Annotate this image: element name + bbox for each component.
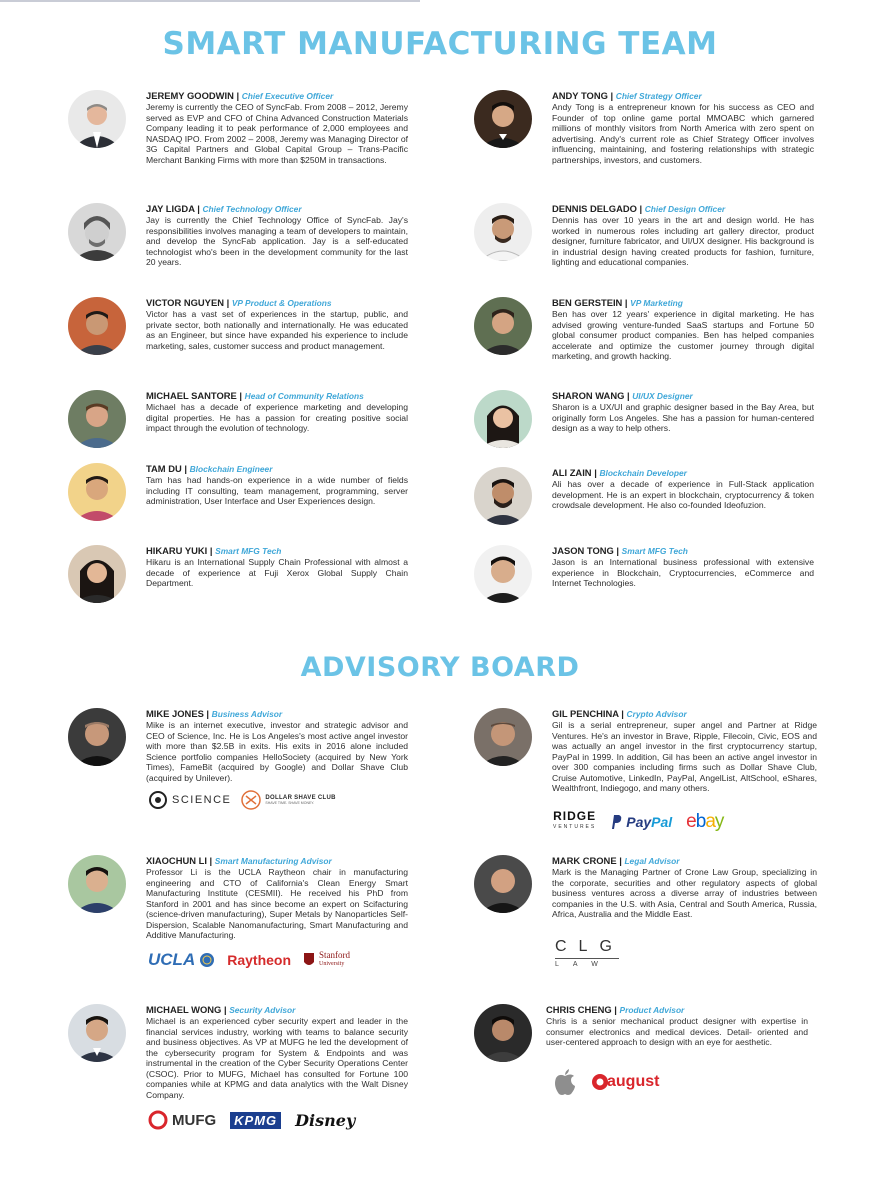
advisor-logos-chris-cheng <box>553 1068 659 1096</box>
member-role: Chief Executive Officer <box>241 91 334 101</box>
member-bio: Hikaru is an International Supply Chain Professional with almost a decade of experience at Fuji Xerox Global Supply Chain Department. <box>146 557 408 588</box>
apple-logo-icon <box>553 1068 577 1096</box>
member-name: TAM DU <box>146 463 182 474</box>
advisor-name: MARK CRONE <box>552 855 617 866</box>
clg-law-logo: CLG LAW <box>555 938 624 968</box>
member-role: Chief Strategy Officer <box>615 91 702 101</box>
member-role: Chief Technology Officer <box>202 204 302 214</box>
member-name: SHARON WANG <box>552 390 625 401</box>
mufg-logo: MUFG <box>148 1110 216 1130</box>
member-name: BEN GERSTEIN <box>552 297 623 308</box>
member-role: Blockchain Developer <box>599 468 687 478</box>
top-divider <box>0 0 420 2</box>
disney-logo: Disney <box>295 1110 356 1130</box>
member-name: ANDY TONG <box>552 90 608 101</box>
member-role: Smart MFG Tech <box>215 546 282 556</box>
member-bio: Jay is currently the Chief Technology Office of SyncFab. Jay's responsibilities involves managing a team of developers to maintain, and develop the SyncFab application. Jay is a self-educated technologist who's been in the development community for the last 20 years. <box>146 215 408 267</box>
member-bio: Ali has over a decade of experience in Full-Stack application development. He is an expert in blockchain, cryptocurrency & token crowdsale development. He also co-founded Ideofuzion. <box>552 479 814 510</box>
paypal-p-icon <box>610 814 622 830</box>
member-bio: Michael has a decade of experience marketing and developing digital properties. He has a passion for creating positive social impact through the evolution of technology. <box>146 402 408 433</box>
avatar <box>474 1004 532 1062</box>
member-role: Blockchain Engineer <box>189 464 273 474</box>
dollar-shave-club-icon <box>241 790 261 810</box>
member-name: VICTOR NGUYEN <box>146 297 224 308</box>
avatar <box>68 708 126 766</box>
advisor-name: MICHAEL WONG <box>146 1004 222 1015</box>
member-name: HIKARU YUKI <box>146 545 208 556</box>
avatar <box>68 90 126 148</box>
advisor-bio: Mark is the Managing Partner of Crone Law Group, specializing in the corporate, securities and other regulatory aspects of global business ventures across a diverse array of industries between companies in the U.S. with Asia, Central and South America, Russia, Africa, Australia and the Middle East. <box>552 867 817 919</box>
advisor-logos-xiaochun-li <box>148 950 350 970</box>
paypal-logo: PayPal <box>610 814 672 830</box>
avatar <box>68 855 126 913</box>
advisor-name: MIKE JONES <box>146 708 204 719</box>
member-bio: Jason is an International business professional with extensive experience in Blockchain, Cryptocurrencies, eCommerce and Internet Technologies. <box>552 557 814 588</box>
avatar <box>474 90 532 148</box>
member-role: Head of Community Relations <box>244 391 364 401</box>
member-name: DENNIS DELGADO <box>552 203 637 214</box>
advisor-role: Crypto Advisor <box>626 709 687 719</box>
mufg-circle-icon <box>148 1110 168 1130</box>
advisor-role: Smart Manufacturing Advisor <box>214 856 332 866</box>
advisor-logos-michael-wong <box>148 1110 355 1130</box>
member-bio: Dennis has over 10 years in the art and design world. He has worked in numerous roles including art gallery director, product designer, furniture fabricator, and UI/UX designer. His background is in industrial design having created products for fashion, furniture, lighting and educational companies. <box>552 215 814 267</box>
avatar <box>68 390 126 448</box>
member-name: JEREMY GOODWIN <box>146 90 234 101</box>
member-bio: Andy Tong is a entrepreneur known for his success as CEO and Founder of top online game portal MMOABC which garnered millions of monthly visitors from North America with zero spent on advertising. Andy's current role as Chief Strategy Officer involves influencing, maintaining, and fostering relationships with strategic partnerships, investors, and customers. <box>552 102 814 165</box>
member-bio: Sharon is a UX/UI and graphic designer based in the Bay Area, but originally form Los Angeles. She has a passion for human-centered design as a way to help others. <box>552 402 814 433</box>
ebay-logo: e b a y <box>686 811 724 832</box>
advisor-name: XIAOCHUN LI <box>146 855 207 866</box>
member-role: VP Product & Operations <box>231 298 332 308</box>
avatar <box>474 855 532 913</box>
member-bio: Tam has had hands-on experience in a wide number of fields including IT consulting, team management, programming, server administration, User Interface and User Experiences design. <box>146 475 408 506</box>
advisor-bio: Mike is an internet executive, investor and strategic advisor and CEO of Science, Inc. He is Los Angeles's most active angel investor with more than $2.5B in exits. His exits in 2016 alone included Science portfolio companies HelloSociety (acquired by New York Times), FameBit (acquired by Google) and Dollar Shave Club (acquired by Unilever). <box>146 720 408 783</box>
advisor-bio: Chris is a senior mechanical product designer with expertise in consumer electronics and medical devices. Detail- oriented and user-centered approach to design with an eye for aesthetic. <box>546 1016 808 1047</box>
advisor-role: Legal Advisor <box>624 856 680 866</box>
member-bio: Jeremy is currently the CEO of SyncFab. From 2008 – 2012, Jeremy served as EVP and CFO of China Advanced Construction Materials Company leading it to peak performance of 2,000 employees and NASDAQ IPO. From 2002 – 2008, Jeremy was Managing Director of 3G Capital Partners and Global Capital Group – Trans-Pacific Merchant Banking Firms with more than $250M in transactions. <box>146 102 408 165</box>
advisor-role: Business Advisor <box>211 709 283 719</box>
avatar <box>474 297 532 355</box>
member-name: ALI ZAIN <box>552 467 592 478</box>
advisor-bio: Gil is a serial entrepreneur, super angel and Partner at Ridge Ventures. He's an investor in Brave, Ripple, Filecoin, Civic, EOS and was actually an angel investor in the first cryptocurrency startup, PayPal in 1999. In addition, Gil has been an active angel investor in over 300 companies including firms such as Dollar Shave Club, Cruise Automotive, LinkedIn, PayPal, AngelList, AltSchool, eShares, Wealthfront, Indiegogo, and many others. <box>552 720 817 793</box>
member-bio: Ben has over 12 years' experience in digital marketing. He has advised growing venture-funded SaaS startups and Fortune 50 global consumer product companies. Ben has helped companies accelerate and optimize the customer journey through digital marketing, and growth hacking. <box>552 309 814 361</box>
avatar <box>68 1004 126 1062</box>
advisor-logos-mark-crone <box>555 938 624 968</box>
avatar <box>68 463 126 521</box>
avatar <box>474 203 532 261</box>
stanford-logo: Stanford University <box>303 951 350 969</box>
ridge-ventures-logo: RIDGE VENTURES <box>553 809 597 830</box>
dollar-shave-club-logo: DOLLAR SHAVE CLUB SHAVE TIME. SHAVE MONEY. <box>241 790 335 810</box>
member-name: JASON TONG <box>552 545 614 556</box>
member-role: Smart MFG Tech <box>621 546 688 556</box>
team-section-title: SMART MANUFACTURING TEAM <box>162 26 718 62</box>
advisor-bio: Professor Li is the UCLA Raytheon chair in manufacturing engineering and CTO of California's Clean Energy Smart Manufacturing Institute (CESMII). He received his PhD from Stanford in 2001 and has since become an expert on Scifacturing (science-driven manufacturing), Super Metals by Nanoparticles Self-Dispersion, Scalable Nanomanufacturing, Smart Manufacturing and Additive Manufacturing. <box>146 867 408 940</box>
avatar <box>68 203 126 261</box>
advisor-role: Security Advisor <box>229 1005 296 1015</box>
science-icon <box>148 790 168 810</box>
avatar <box>474 467 532 525</box>
member-role: UI/UX Designer <box>632 391 693 401</box>
kpmg-logo: KPMG <box>230 1112 281 1129</box>
avatar <box>68 545 126 603</box>
advisor-logos-mike-jones <box>148 790 336 810</box>
member-role: VP Marketing <box>630 298 683 308</box>
ucla-logo: UCLA <box>148 950 215 970</box>
ucla-seal-icon <box>199 952 215 968</box>
avatar <box>474 545 532 603</box>
advisor-name: GIL PENCHINA <box>552 708 619 719</box>
member-name: JAY LIGDA <box>146 203 195 214</box>
advisor-bio: Michael is an experienced cyber security expert and leader in the financial services industry, working with teams to balance security and business objectives. As VP at MUFG he led the development of the cybersecurity program for System & Endpoints and was instrumental in the creation of the Cyber Security Operations Center (CSOC). Prior to MUFG, Michael has consulted for Fortune 100 companies while at KPMG and data analytics with the Walt Disney Company. <box>146 1016 408 1100</box>
avatar <box>68 297 126 355</box>
avatar <box>474 390 532 448</box>
august-logo: august <box>591 1073 659 1091</box>
member-bio: Victor has a vast set of experiences in the startup, public, and private sector, both nationally and internationally. He was educated as an Engineer, but since have expanded his experience to include marketing, sales, customer success and product management. <box>146 309 408 351</box>
stanford-tree-icon <box>303 952 315 968</box>
member-role: Chief Design Officer <box>644 204 726 214</box>
advisor-logos-gil-penchina <box>553 811 723 833</box>
member-name: MICHAEL SANTORE <box>146 390 237 401</box>
science-logo: SCIENCE <box>148 790 231 810</box>
advisor-role: Product Advisor <box>619 1005 685 1015</box>
clg-divider <box>555 958 619 959</box>
avatar <box>474 708 532 766</box>
raytheon-logo: Raytheon <box>227 952 292 968</box>
advisor-name: CHRIS CHENG <box>546 1004 612 1015</box>
advisory-section-title: ADVISORY BOARD <box>300 652 580 683</box>
